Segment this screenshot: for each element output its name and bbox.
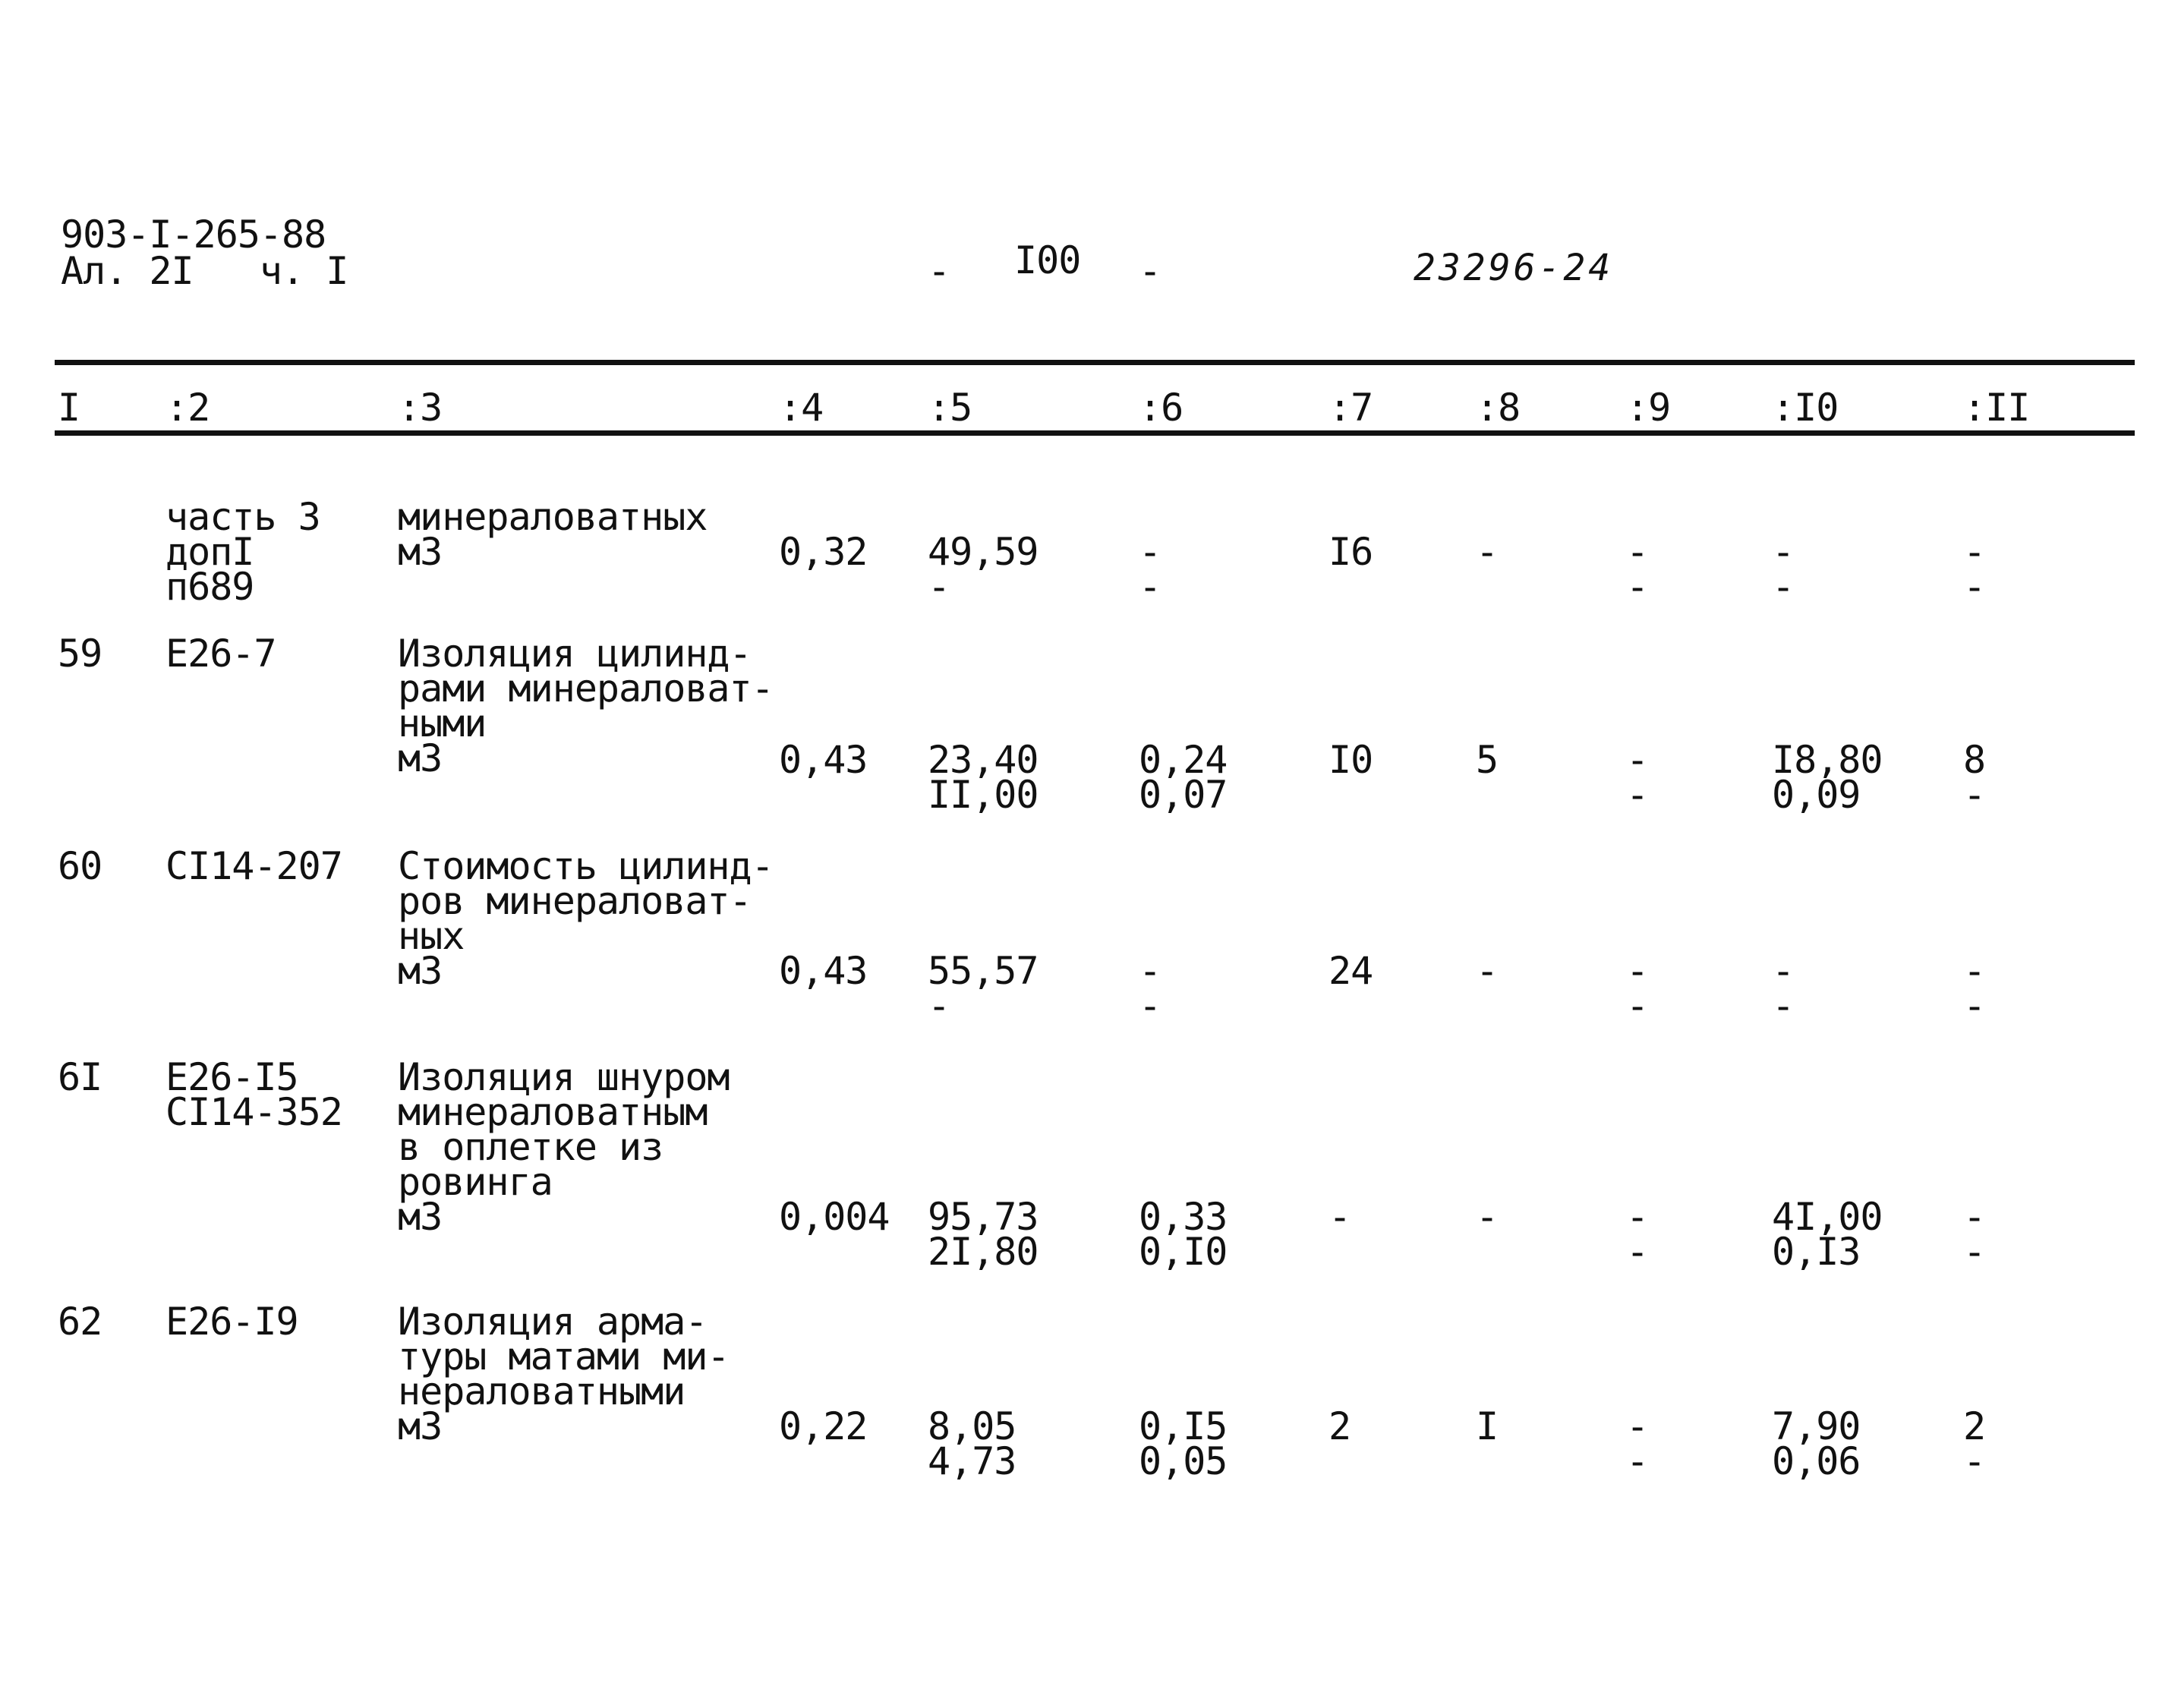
column-header-7: :7 bbox=[1328, 386, 1373, 430]
row-code: E26-I9 bbox=[165, 1300, 298, 1344]
row-value-6: 0,24 0,07 bbox=[1139, 738, 1228, 817]
row-value-9: - - bbox=[1626, 738, 1649, 817]
row-value-4: 0,22 bbox=[779, 1404, 868, 1448]
row-value-5: 95,73 2I,80 bbox=[928, 1195, 1039, 1274]
inventory-number: 23296-24 bbox=[1414, 247, 1614, 289]
column-header-10: :I0 bbox=[1772, 386, 1839, 430]
column-header-4: :4 bbox=[779, 386, 824, 430]
table-header-rule bbox=[55, 430, 2135, 436]
document-code: 903-I-265-88 bbox=[61, 213, 326, 257]
row-value-10: I8,80 0,09 bbox=[1772, 738, 1883, 817]
row-value-10: - - bbox=[1772, 530, 1795, 609]
row-value-11: 8 - bbox=[1963, 738, 1986, 817]
row-value-7: 24 bbox=[1328, 949, 1373, 993]
row-value-8: 5 bbox=[1476, 738, 1499, 782]
row-value-6: - - bbox=[1139, 530, 1161, 609]
table-top-rule bbox=[55, 360, 2135, 365]
row-value-7: 2 bbox=[1328, 1404, 1351, 1448]
page-number: I00 bbox=[1014, 238, 1081, 282]
row-description: минераловатных м3 bbox=[398, 495, 708, 574]
row-value-4: 0,43 bbox=[779, 949, 868, 993]
row-value-6: - - bbox=[1139, 949, 1161, 1028]
column-header-1: I bbox=[58, 386, 80, 430]
row-value-11: 2 - bbox=[1963, 1404, 1986, 1483]
row-description: Стоимость цилинд- ров минераловат- ных м3 bbox=[398, 844, 774, 993]
dash-right: - bbox=[1139, 249, 1161, 293]
row-value-5: 55,57 - bbox=[928, 949, 1039, 1028]
row-value-10: - - bbox=[1772, 949, 1795, 1028]
row-value-4: 0,43 bbox=[779, 738, 868, 782]
row-value-4: 0,32 bbox=[779, 530, 868, 574]
row-number: 6I bbox=[58, 1055, 102, 1099]
row-value-8: - bbox=[1476, 530, 1499, 574]
row-code: E26-I5 CI14-352 bbox=[165, 1055, 342, 1134]
column-header-8: :8 bbox=[1476, 386, 1521, 430]
row-value-6: 0,33 0,I0 bbox=[1139, 1195, 1228, 1274]
column-header-3: :3 bbox=[398, 386, 443, 430]
column-header-9: :9 bbox=[1626, 386, 1671, 430]
row-code: E26-7 bbox=[165, 632, 276, 676]
row-value-8: - bbox=[1476, 1195, 1499, 1239]
row-number: 60 bbox=[58, 844, 102, 888]
row-value-8: - bbox=[1476, 949, 1499, 993]
row-value-7: I6 bbox=[1328, 530, 1373, 574]
row-value-4: 0,004 bbox=[779, 1195, 890, 1239]
column-header-6: :6 bbox=[1139, 386, 1184, 430]
row-value-11: - - bbox=[1963, 530, 1986, 609]
column-header-2: :2 bbox=[165, 386, 210, 430]
row-description: Изоляция арма- туры матами ми- нераловатными м3 bbox=[398, 1300, 730, 1448]
row-value-10: 4I,00 0,I3 bbox=[1772, 1195, 1883, 1274]
row-value-11: - - bbox=[1963, 1195, 1986, 1274]
dash-left: - bbox=[928, 249, 950, 293]
row-code: CI14-207 bbox=[165, 844, 342, 888]
row-value-5: 23,40 II,00 bbox=[928, 738, 1039, 817]
row-value-5: 8,05 4,73 bbox=[928, 1404, 1016, 1483]
column-header-11: :II bbox=[1963, 386, 2030, 430]
row-value-9: - - bbox=[1626, 1195, 1649, 1274]
row-description: Изоляция шнуром минераловатным в оплетке из ровинга м3 bbox=[398, 1055, 730, 1239]
row-value-10: 7,90 0,06 bbox=[1772, 1404, 1861, 1483]
row-description: Изоляция цилинд- рами минераловат- ными м3 bbox=[398, 632, 774, 780]
row-code: часть 3 допI п689 bbox=[165, 495, 320, 609]
row-value-9: - - bbox=[1626, 530, 1649, 609]
column-header-5: :5 bbox=[928, 386, 972, 430]
album-part: Ал. 2I ч. I bbox=[61, 249, 348, 293]
row-value-11: - - bbox=[1963, 949, 1986, 1028]
row-value-8: I bbox=[1476, 1404, 1499, 1448]
row-value-7: - bbox=[1328, 1195, 1351, 1239]
row-value-7: I0 bbox=[1328, 738, 1373, 782]
row-value-9: - - bbox=[1626, 1404, 1649, 1483]
row-number: 62 bbox=[58, 1300, 102, 1344]
row-value-9: - - bbox=[1626, 949, 1649, 1028]
row-value-5: 49,59 - bbox=[928, 530, 1039, 609]
row-number: 59 bbox=[58, 632, 102, 676]
row-value-6: 0,I5 0,05 bbox=[1139, 1404, 1228, 1483]
